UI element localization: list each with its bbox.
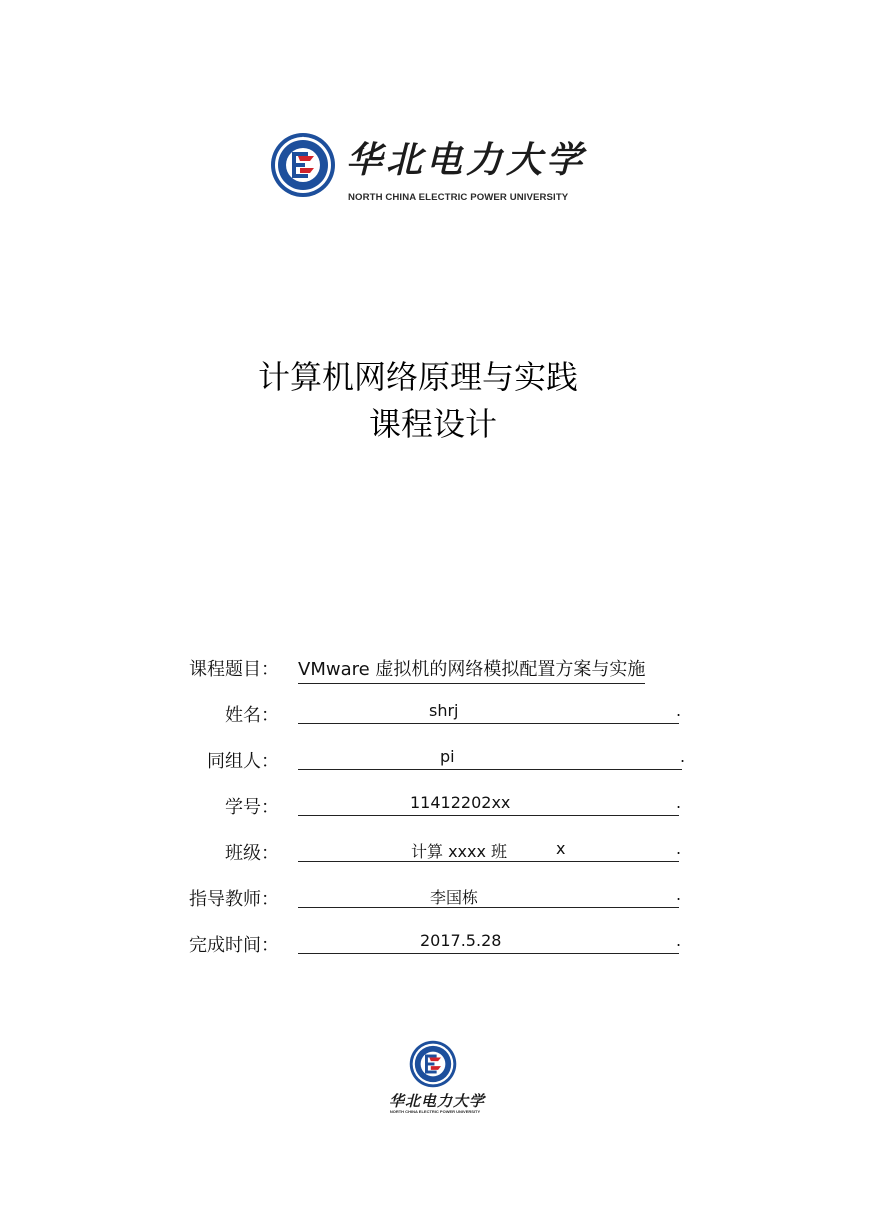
university-name-cn-small: 华北电力大学	[389, 1092, 486, 1110]
teacher-underline	[298, 907, 679, 908]
university-logo	[270, 130, 587, 206]
name-underline	[298, 723, 679, 724]
university-seal-icon	[270, 132, 336, 198]
id-value: 11412202xx	[410, 793, 511, 812]
university-seal-small-icon	[409, 1040, 457, 1088]
teacher-value: 李国栋	[430, 888, 479, 907]
course-title-line1: 计算机网络原理与实践	[258, 358, 579, 396]
class-label: 班级：	[225, 843, 279, 864]
name-dot: .	[676, 701, 682, 720]
group-underline	[298, 769, 682, 770]
info-row-name	[0, 701, 869, 747]
cover-info	[0, 655, 869, 977]
university-logo-small	[389, 1040, 486, 1116]
info-row-id	[0, 793, 869, 839]
university-name-cn: 华北电力大学	[346, 139, 587, 181]
date-underline	[298, 953, 679, 954]
info-row-teacher	[0, 885, 869, 931]
id-label: 学号：	[225, 797, 279, 818]
teacher-label: 指导教师：	[189, 889, 279, 910]
info-row-date	[0, 931, 869, 977]
name-value: shrj	[429, 701, 459, 720]
class-suffix: x	[556, 839, 566, 858]
group-value: pi	[440, 747, 455, 766]
name-label: 姓名：	[225, 705, 279, 726]
date-label: 完成时间：	[189, 935, 279, 956]
university-name-en-small: NORTH CHINA ELECTRIC POWER UNIVERSITY	[389, 1109, 481, 1114]
teacher-dot: .	[676, 885, 682, 904]
group-label: 同组人：	[207, 751, 279, 772]
class-value: 计算 xxxx 班	[411, 842, 508, 861]
topic-label: 课程题目：	[189, 659, 279, 680]
info-row-group	[0, 747, 869, 793]
class-dot: .	[676, 839, 682, 858]
date-value: 2017.5.28	[420, 931, 502, 950]
info-row-topic	[0, 655, 869, 701]
group-dot: .	[680, 747, 686, 766]
university-name-en: NORTH CHINA ELECTRIC POWER UNIVERSITY	[348, 192, 569, 203]
course-title-line2: 课程设计	[369, 405, 498, 443]
id-dot: .	[676, 793, 682, 812]
date-dot: .	[676, 931, 682, 950]
id-underline	[298, 815, 679, 816]
topic-value: VMware 虚拟机的网络模拟配置方案与实施	[298, 655, 645, 684]
info-row-class	[0, 839, 869, 885]
